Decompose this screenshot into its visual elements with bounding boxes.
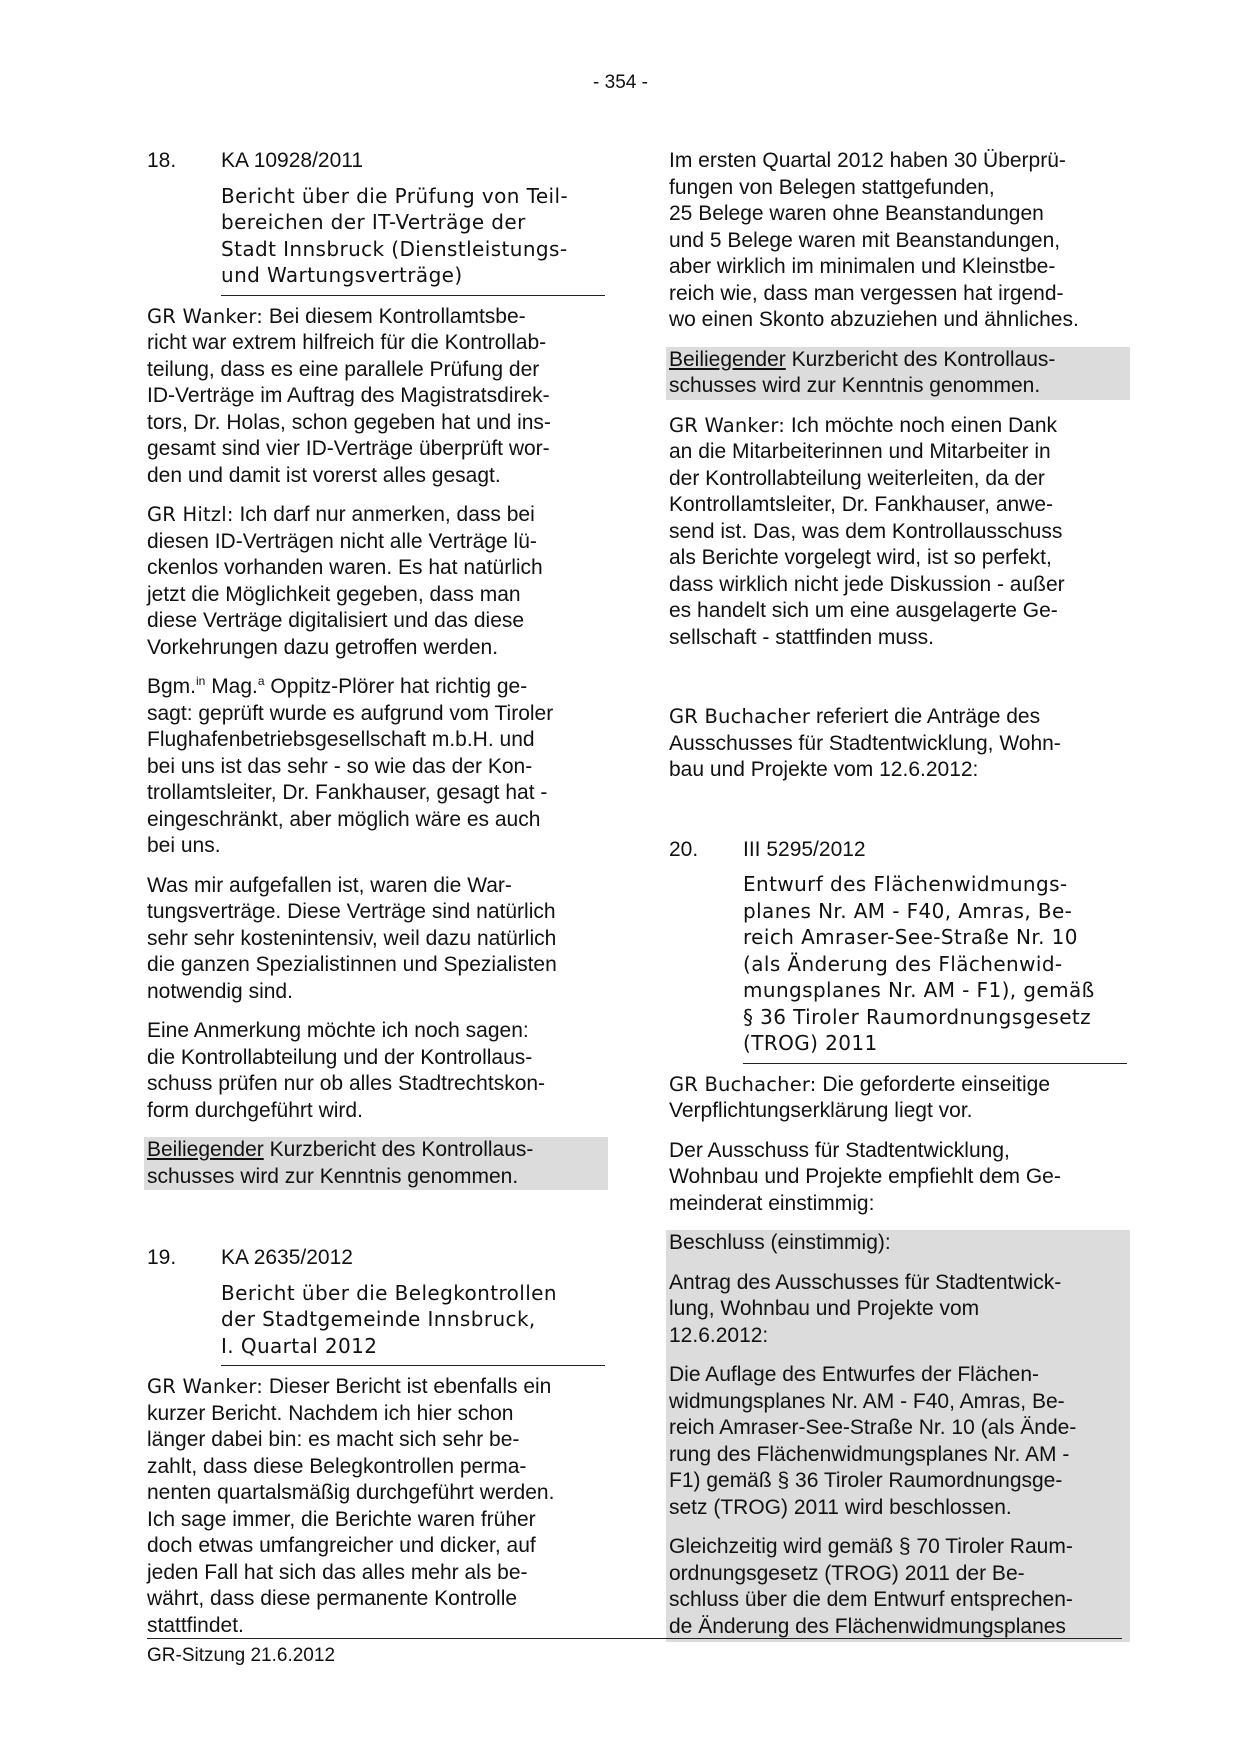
text-line: länger dabei bin: es macht sich sehr be- [147,1428,520,1451]
text-line: Der Ausschuss für Stadtentwicklung, [669,1138,1010,1162]
resolution-heading [669,1230,1127,1257]
agenda-item-20-title [743,871,1127,1064]
text-line: Die geforderte einseitige [816,1072,1051,1096]
statement-wanker-3 [669,413,1127,652]
text-line: Was mir aufgefallen ist, waren die War- [147,873,512,897]
title-line: (als Änderung des Flächenwid- [743,951,1063,976]
text-line: sagt: geprüft wurde es aufgrund vom Tiroler [147,701,554,725]
text-line: zahlt, dass diese Belegkontrollen perma- [147,1454,527,1478]
title-line: der Stadtgemeinde Innsbruck, [221,1307,536,1331]
text-line: eingeschränkt, aber möglich wäre es auch [147,807,541,831]
text-line: Eine Anmerkung möchte ich noch sagen: [147,1019,529,1042]
resolution-box-20 [666,1230,1130,1642]
text-line: währt, dass diese permanente Kontrolle [147,1587,518,1610]
speaker-name: GR Buchacher: [669,1072,817,1096]
title-line: Bericht über die Belegkontrollen [221,1280,557,1305]
page-number: - 354 - [593,72,648,93]
speaker-name: GR Wanker: [147,1375,264,1398]
text-line: Ich sage immer, die Berichte waren früher [147,1507,536,1531]
text-line: bei uns. [147,834,221,857]
text-line: de Änderung des Flächenwidmungsplanes [669,1614,1066,1638]
agenda-item-number: 20. [669,837,699,861]
text-line: Ich darf nur anmerken, dass bei [233,503,535,526]
agenda-item-20-header [669,837,1127,864]
text-line: Ausschusses für Stadtentwicklung, Wohn- [669,731,1061,755]
text-line: widmungsplanes Nr. AM - F40, Amras, Be- [669,1389,1065,1413]
title-line: mungsplanes Nr. AM - F1), gemäß [743,978,1095,1002]
text-line: Kurzbericht des Kontrollaus- [263,1138,534,1161]
text-part: Bgm. [147,675,197,698]
title-line: reich Amraser-See-Straße Nr. 10 [743,925,1078,949]
text-line: diesen ID-Verträgen nicht alle Verträge lü- [147,529,537,553]
left-column [147,148,605,1652]
text-line: doch etwas umfangreicher und dicker, auf [147,1534,536,1557]
statement-mayor [147,674,605,860]
superscript: in [196,674,206,688]
paragraph-committee-recommendation [669,1138,1127,1218]
text-line: die Kontrollabteilung und der Kontrollaus- [147,1045,533,1069]
resolution-text-2 [669,1534,1127,1640]
resolution-box-19 [666,347,1130,400]
text-line: es handelt sich um eine ausgelagerte Ge- [669,599,1058,622]
text-line: ordnungsgesetz (TROG) 2011 der Be- [669,1561,1025,1585]
text-line: ckenlos vorhanden waren. Es hat natürlich [147,556,543,579]
text-line: dass wirklich nicht jede Diskussion - außer [669,572,1065,596]
text-line: schuss prüfen nur ob alles Stadtrechtskon- [147,1072,546,1095]
text-line: Gleichzeitig wird gemäß § 70 Tiroler Raum- [669,1535,1073,1558]
resolution-box-18 [144,1137,608,1190]
title-line: Stadt Innsbruck (Dienstleistungs- [221,236,568,261]
statement-hitzl [147,502,605,661]
text-line: reich Amraser-See-Straße Nr. 10 (als Ände- [669,1416,1077,1439]
underlined-word: Beiliegender [669,347,786,371]
text-line: an die Mitarbeiterinnen und Mitarbeiter in [669,440,1051,463]
underlined-word: Beiliegender [147,1138,264,1161]
text-line: setz (TROG) 2011 wird beschlossen. [669,1495,1012,1519]
text-line: aber wirklich im minimalen und Kleinstbe- [669,255,1056,278]
text-line: Kurzbericht des Kontrollaus- [785,347,1056,371]
paragraph-audit-results [669,148,1127,334]
statement-buchacher-intro [669,704,1127,784]
agenda-item-reference: KA 10928/2011 [221,149,364,172]
title-line: und Wartungsverträge) [221,263,463,287]
agenda-item-18-title [221,183,605,296]
text-line: tors, Dr. Holas, schon gegeben hat und ins- [147,410,551,434]
text-line: schusses wird zur Kenntnis genommen. [147,1164,519,1188]
text-part: Mag. [205,675,258,698]
text-line: Wohnbau und Projekte empfiehlt dem Ge- [669,1165,1061,1188]
text-line: referiert die Anträge des [810,705,1041,728]
text-line: Bei diesem Kontrollamtsbe- [263,304,526,328]
agenda-item-reference: KA 2635/2012 [221,1246,353,1269]
text-line: Im ersten Quartal 2012 haben 30 Überprü- [669,149,1066,172]
text-line: form durchgeführt wird. [147,1098,363,1122]
text-line: schusses wird zur Kenntnis genommen. [669,374,1041,397]
text-line: Vorkehrungen dazu getroffen werden. [147,635,499,659]
text-part: Oppitz-Plörer hat richtig ge- [264,675,528,698]
text-line: sellschaft - stattfinden muss. [669,625,934,649]
text-line: teilung, dass es eine parallele Prüfung der [147,357,540,381]
text-line: bau und Projekte vom 12.6.2012: [669,758,979,781]
agenda-item-number: 18. [147,149,177,172]
page-footer: GR-Sitzung 21.6.2012 [147,1638,1122,1667]
text-line: die ganzen Spezialistinnen und Spezialisten [147,953,557,976]
text-line: Die Auflage des Entwurfes der Flächen- [669,1363,1040,1386]
statement-wanker-1 [147,304,605,490]
text-line: Ich möchte noch einen Dank [785,413,1058,437]
speaker-name: GR Wanker: [147,304,264,328]
text-line: rung des Flächenwidmungsplanes Nr. AM - [669,1442,1070,1466]
text-line: meinderat einstimmig: [669,1191,875,1215]
text-line: sehr sehr kostenintensiv, weil dazu natürlich [147,926,557,950]
text-line: kurzer Bericht. Nachdem ich hier schon [147,1401,514,1425]
text-line: lung, Wohnbau und Projekte vom [669,1297,980,1320]
text-line: den und damit ist vorerst alles gesagt. [147,463,501,487]
statement-wanker-2 [147,1374,605,1639]
text-line: fungen von Belegen stattgefunden, [669,175,995,199]
text-line: 12.6.2012: [669,1323,769,1347]
speaker-name: GR Wanker: [669,413,786,437]
title-line: Entwurf des Flächenwidmungs- [743,872,1068,896]
title-line: planes Nr. AM - F40, Amras, Be- [743,898,1073,923]
text-line: jetzt die Möglichkeit gegeben, dass man [147,582,521,606]
text-line: gesamt sind vier ID-Verträge überprüft wor- [147,437,550,460]
right-column [669,148,1127,1642]
title-line: Bericht über die Prüfung von Teil- [221,183,569,208]
title-line: I. Quartal 2012 [221,1333,378,1358]
text-line: nenten quartalsmäßig durchgeführt werden. [147,1481,555,1504]
text-line: Antrag des Ausschusses für Stadtentwick- [669,1270,1062,1294]
text-line: der Kontrollabteilung weiterleiten, da der [669,466,1045,490]
text-line: und 5 Belege waren mit Beanstandungen, [669,228,1061,252]
text-line: Flughafenbetriebsgesellschaft m.b.H. und [147,728,535,751]
text-line: trollamtsleiter, Dr. Fankhauser, gesagt hat - [147,781,548,804]
text-line: als Berichte vorgelegt wird, ist so perfekt, [669,546,1052,569]
text-line: notwendig sind. [147,979,293,1003]
agenda-item-18-header [147,148,605,175]
paragraph-remark [147,1018,605,1124]
title-line: bereichen der IT-Verträge der [221,210,526,234]
text-line: Verpflichtungserklärung liegt vor. [669,1099,973,1122]
text-line: reich wie, dass man vergessen hat irgend- [669,281,1064,305]
text-line: Dieser Bericht ist ebenfalls ein [263,1375,552,1398]
text-line: Beschluss (einstimmig): [669,1231,891,1254]
agenda-item-reference: III 5295/2012 [743,837,866,861]
agenda-item-19-header [147,1245,605,1272]
superscript: a [257,674,265,688]
text-line: Kontrollamtsleiter, Dr. Fankhauser, anwe- [669,493,1054,516]
text-line: schluss über die dem Entwurf entsprechen- [669,1588,1073,1611]
text-line: ID-Verträge im Auftrag des Magistratsdirek- [147,384,550,407]
statement-buchacher [669,1072,1127,1125]
agenda-item-19-title [221,1280,605,1367]
text-line: diese Verträge digitalisiert und das diese [147,609,525,632]
text-line: bei uns ist das sehr - so wie das der Kon- [147,754,533,778]
speaker-name: GR Buchacher [669,705,811,728]
agenda-item-number: 19. [147,1246,177,1269]
text-line: stattfindet. [147,1613,244,1637]
paragraph-maintenance [147,873,605,1006]
resolution-motion [669,1270,1127,1350]
speaker-name: GR Hitzl: [147,503,234,526]
title-line: § 36 Tiroler Raumordnungsgesetz [743,1004,1092,1029]
title-line: (TROG) 2011 [743,1031,878,1055]
text-line: send ist. Das, was dem Kontrollausschuss [669,519,1063,543]
text-line: wo einen Skonto abzuziehen und ähnliches. [669,308,1079,331]
text-line: F1) gemäß § 36 Tiroler Raumordnungsge- [669,1469,1063,1492]
text-line: tungsverträge. Diese Verträge sind natürlich [147,900,556,923]
text-line: jeden Fall hat sich das alles mehr als be- [147,1560,528,1584]
resolution-text-1 [669,1362,1127,1521]
text-line: 25 Belege waren ohne Beanstandungen [669,202,1044,225]
text-line: richt war extrem hilfreich für die Kontrollab- [147,331,547,354]
